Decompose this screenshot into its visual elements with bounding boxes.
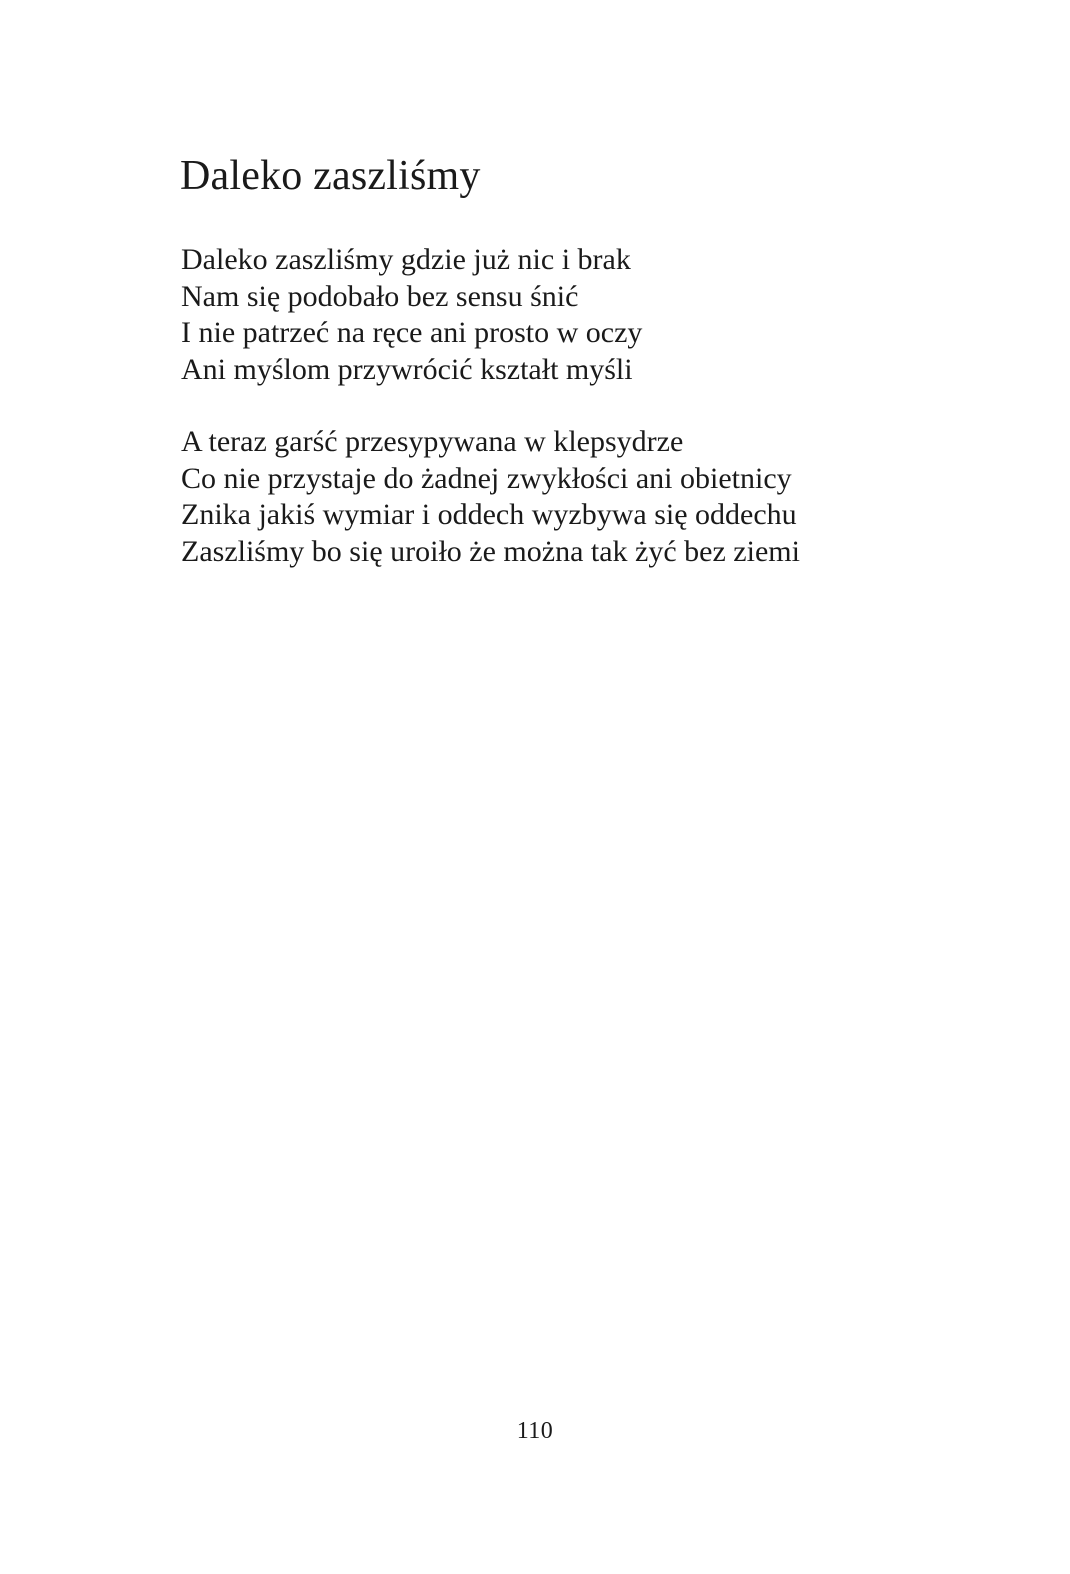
stanza-1 [181, 242, 642, 388]
verse-line: A teraz garść przesypywana w klepsydrze [181, 425, 684, 458]
verse-line: Znika jakiś wymiar i oddech wyzbywa się oddechu [181, 498, 797, 531]
page-number: 110 [516, 1418, 554, 1444]
verse-line: Co nie przystaje do żadnej zwykłości ani obietnicy [181, 461, 792, 495]
poem-title: Daleko zaszliśmy [180, 153, 481, 199]
verse-line: I nie patrzeć na ręce ani prosto w oczy [181, 316, 643, 349]
verse-line: Ani myślom przywrócić kształt myśli [181, 352, 633, 386]
stanza-2 [181, 424, 800, 570]
verse-line: Daleko zaszliśmy gdzie już nic i brak [181, 243, 631, 276]
verse-line: Nam się podobało bez sensu śnić [181, 279, 579, 313]
verse-line: Zaszliśmy bo się uroiło że można tak żyć bez ziemi [181, 534, 800, 568]
